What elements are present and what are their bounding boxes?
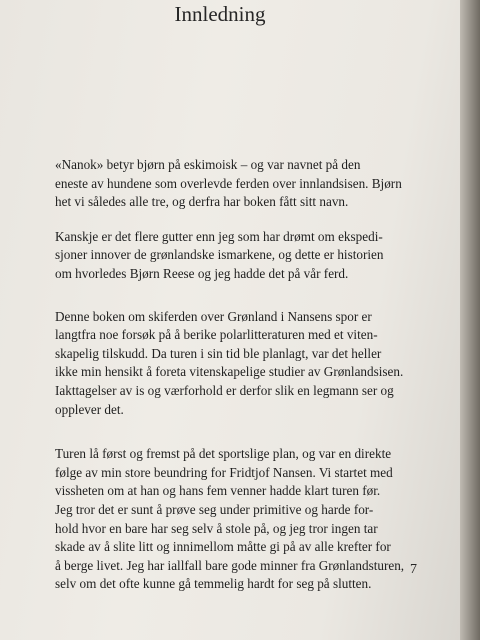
page-edge-shadow: [460, 0, 480, 640]
paragraph-sport: Turen lå først og fremst på det sportslige plan, og var en direkte følge av min store beundring for Fridtjof Nansen. Vi startet med vissheten om at han og hans fem venner hadde klart turen før. Jeg tror det er sunt å prøve seg under primitive og harde for- hold hvor en bare har seg selv å stole på, og jeg tror ingen tar skade av å slite litt og innimellom måtte gi på av alle krefter for å berge livet. Jeg har iallfall bare gode minner fra Grønlandsturen, selv om det ofte kunne gå temmelig hardt for seg på slutten.: [55, 446, 405, 592]
page-number: 7: [410, 562, 417, 577]
chapter-body: [55, 156, 425, 594]
paragraph-purpose: Denne boken om skiferden over Grønland i Nansens spor er langtfra noe forsøk på å berike polarlitteraturen med et viten- skapelig tilskudd. Da turen i sin tid ble planlagt, var det heller ikke min hensikt å foreta vitenskapelige studier av Grønlandsisen. Iakttagelser av is og værforhold er derfor slik en legmann ser og opplever det.: [55, 308, 404, 417]
paragraph-nanok: «Nanok» betyr bjørn på eskimoisk – og var navnet på den eneste av hundene som overlevde ferden over innlandsisen. Bjørn het vi således alle tre, og derfra har boken fått sitt navn.: [55, 157, 402, 210]
paragraph-dreams: Kanskje er det flere gutter enn jeg som har drømt om ekspedi- sjoner innover de grønlandske ismarkene, og dette er historien om hvorledes Bjørn Reese og jeg hadde det på vår ferd.: [55, 228, 384, 281]
chapter-title: Innledning: [174, 2, 266, 26]
